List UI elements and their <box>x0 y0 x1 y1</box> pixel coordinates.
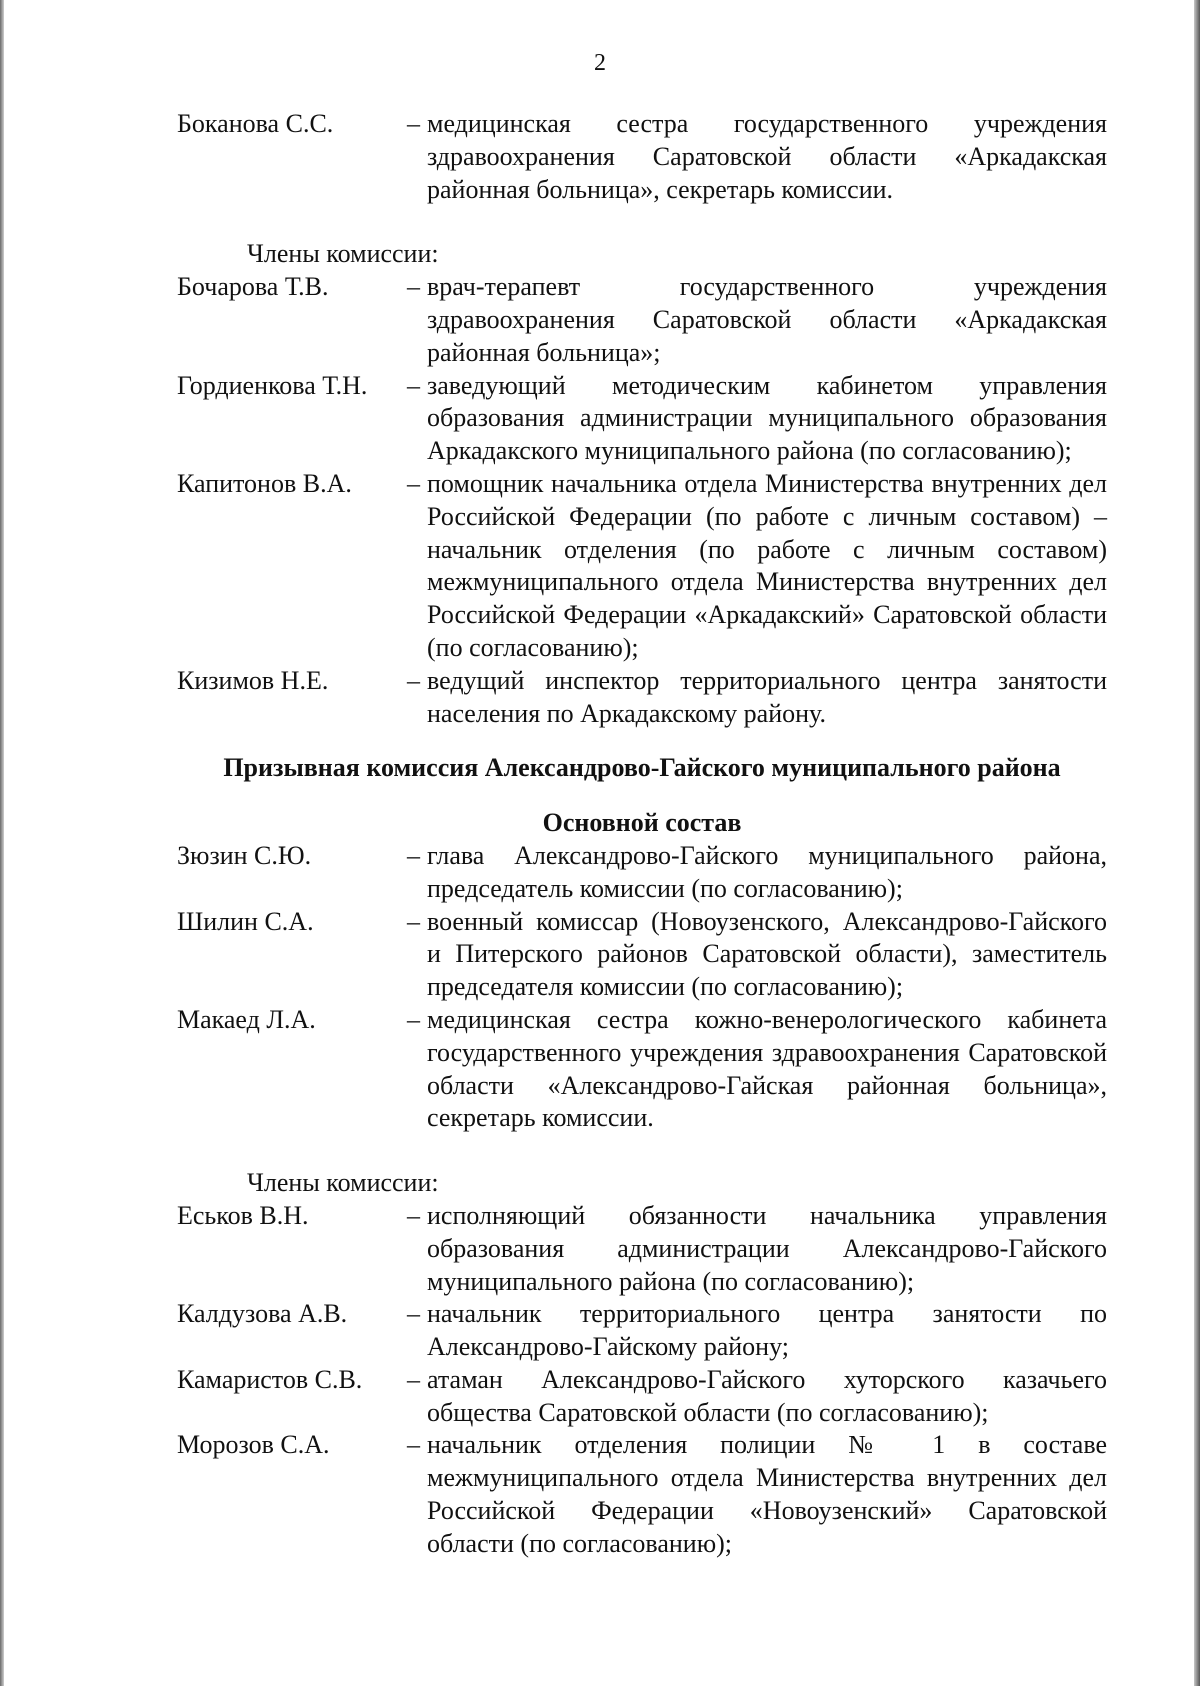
entry-dash: – <box>407 109 420 138</box>
entry-dash: – <box>407 468 420 498</box>
entry-dash: – <box>407 370 420 400</box>
person-description: медицинская сестра государственного учреждения здравоохранения Саратовской области «Аркадакская районная больница», секретарь комиссии. <box>427 109 1107 204</box>
person-description: начальник территориального центра занятости по Александрово-Гайскому району; <box>427 1299 1107 1362</box>
person-name: Камаристов С.В. <box>177 1364 363 1394</box>
scan-edge-left <box>0 0 4 1686</box>
member-entry <box>177 1200 1107 1298</box>
person-name: Морозов С.А. <box>177 1430 330 1460</box>
entry-dash: – <box>407 906 420 936</box>
commission-heading: Призывная комиссия Александрово-Гайского муниципального района <box>223 753 1061 783</box>
member-entry <box>177 1298 1107 1364</box>
member-entry <box>177 468 1107 665</box>
spacer <box>177 785 1107 807</box>
entry-dash: – <box>407 665 420 695</box>
scan-edge-right <box>1194 0 1200 1686</box>
entry-dash: – <box>407 1004 420 1034</box>
main-entry <box>177 1004 1107 1135</box>
main-entry <box>177 840 1107 906</box>
member-entry <box>177 271 1107 369</box>
spacer <box>177 206 1107 238</box>
person-description: ведущий инспектор территориального центра занятости населения по Аркадакскому району. <box>427 665 1107 728</box>
person-description: военный комиссар (Новоузенского, Александрово-Гайского и Питерского районов Саратовской области), заместитель председателя комиссии (по согласованию); <box>427 906 1107 1002</box>
person-description: медицинская сестра кожно-венерологического кабинета государственного учреждения здравоохранения Саратовской области «Александрово-Гайская районная больница», секретарь комиссии. <box>427 1004 1107 1133</box>
page-number: 2 <box>594 50 606 76</box>
person-description: врач-терапевт государственного учреждения здравоохранения Саратовской области «Аркадакская районная больница»; <box>427 272 1107 367</box>
person-name: Шилин С.А. <box>177 906 314 936</box>
main-composition-heading: Основной состав <box>542 808 742 838</box>
member-entry <box>177 665 1107 731</box>
spacer <box>177 1135 1107 1167</box>
person-description: помощник начальника отдела Министерства внутренних дел Российской Федерации (по работе с личным составом) – начальник отделения (по работе с личным составом) межмуниципального отдела Министерства внутренних дел Российской Федерации «Аркадакский» Саратовской области (по согласованию); <box>427 468 1107 662</box>
person-description: исполняющий обязанности начальника управления образования администрации Александрово-Гайского муниципального района (по согласованию); <box>427 1200 1107 1296</box>
entry-dash: – <box>407 840 420 870</box>
person-name: Калдузова А.В. <box>177 1299 348 1329</box>
person-name: Зюзин С.Ю. <box>177 840 312 870</box>
person-name: Кизимов Н.Е. <box>177 665 329 695</box>
person-name: Капитонов В.А. <box>177 468 352 498</box>
person-name: Макаед Л.А. <box>177 1004 316 1034</box>
members-label: Члены комиссии: <box>247 1168 439 1198</box>
person-description: глава Александрово-Гайского муниципального района, председатель комиссии (по согласованию); <box>427 840 1107 903</box>
person-name: Гордиенкова Т.Н. <box>177 370 368 400</box>
person-description: атаман Александрово-Гайского хуторского казачьего общества Саратовской области (по согласованию); <box>427 1364 1107 1427</box>
person-name: Бочарова Т.В. <box>177 272 329 302</box>
members-label: Члены комиссии: <box>247 239 439 269</box>
main-entry <box>177 906 1107 1004</box>
entry-dash: – <box>407 1430 420 1460</box>
entry-dash: – <box>407 1364 420 1394</box>
secretary-entry <box>177 108 1107 206</box>
person-description: заведующий методическим кабинетом управления образования администрации муниципального образования Аркадакского муниципального района (по согласованию); <box>427 370 1107 466</box>
person-name: Боканова С.С. <box>177 109 334 138</box>
entry-dash: – <box>407 1299 420 1329</box>
document-body <box>177 108 1107 1561</box>
person-name: Еськов В.Н. <box>177 1200 309 1230</box>
member-entry <box>177 1364 1107 1430</box>
entry-dash: – <box>407 1200 420 1230</box>
entry-dash: – <box>407 272 420 302</box>
member-entry <box>177 370 1107 468</box>
spacer <box>177 730 1107 752</box>
person-description: начальник отделения полиции № 1 в составе межмуниципального отдела Министерства внутренних дел Российской Федерации «Новоузенский» Саратовской области (по согласованию); <box>427 1430 1107 1558</box>
member-entry <box>177 1429 1107 1560</box>
